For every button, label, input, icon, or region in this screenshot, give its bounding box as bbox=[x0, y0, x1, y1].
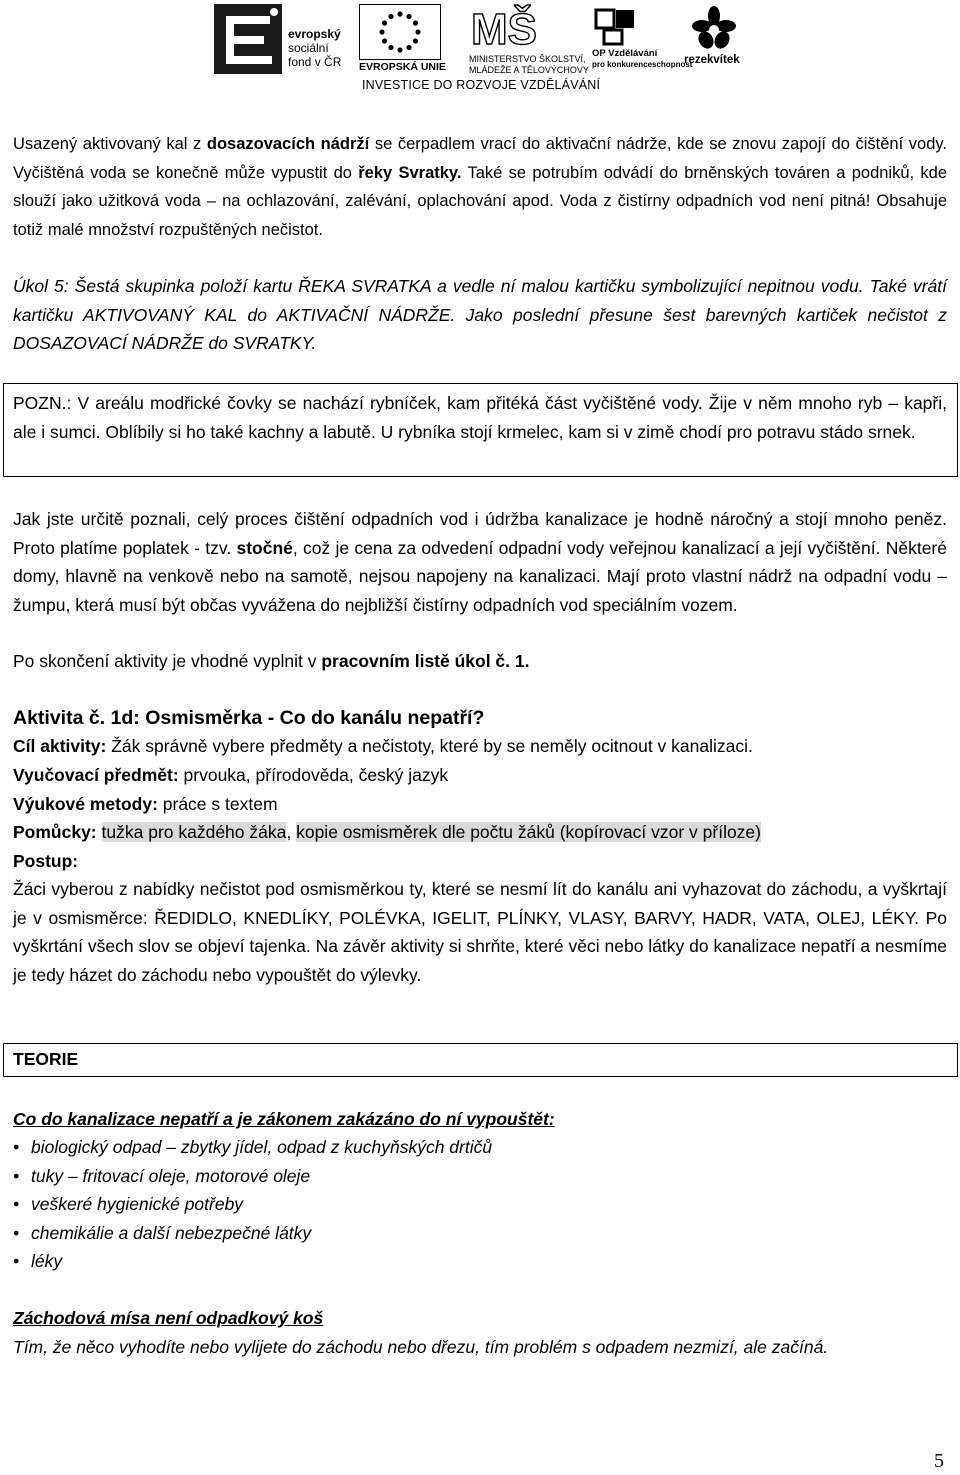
note-text: POZN.: V areálu modřické čovky se nachází rybníček, kam přitéká část vyčištěné vody. Žije v něm mnoho ryb – kapři, ale i sumci. Oblíbily si ho také kachny a labutě. U rybníka stojí krmelec, kam si v zimě chodí pro potravu stádo srnek. bbox=[13, 393, 947, 442]
task-5: Úkol 5: Šestá skupinka položí kartu ŘEKA SVRATKA a vedle ní malou kartičku symbolizující nepitnou vodu. Také vrátí kartičku AKTIVOVANÝ KAL do AKTIVAČNÍ NÁDRŽE. Jako poslední přesune šest barevných kartiček nečistot z DOSAZOVACÍ NÁDRŽE do SVRATKY. bbox=[13, 276, 947, 354]
paragraph-1 bbox=[13, 130, 947, 244]
eu-label: EVROPSKÁ UNIE bbox=[359, 61, 446, 73]
esf-logo bbox=[214, 4, 349, 74]
header-banner: INVESTICE DO ROZVOJE VZDĚLÁVÁNÍ bbox=[362, 78, 601, 92]
activity-goal bbox=[13, 732, 947, 761]
list-item: • tuky – fritovací oleje, motorové oleje bbox=[13, 1162, 947, 1191]
msmt-line-2: MLÁDEŽE A TĚLOVÝCHOVY bbox=[469, 65, 589, 75]
op-logo bbox=[592, 4, 693, 74]
msmt-line-1: MINISTERSTVO ŠKOLSTVÍ, bbox=[469, 54, 586, 64]
eu-flag-icon bbox=[359, 4, 441, 60]
activity-subject bbox=[13, 761, 947, 790]
procedure-label: Postup: bbox=[13, 851, 79, 871]
esf-line-1: evropský bbox=[288, 27, 341, 41]
list-item: • chemikálie a další nebezpečné látky bbox=[13, 1219, 947, 1248]
esf-line-2: sociální bbox=[288, 41, 329, 55]
text: Obsahuje totiž malé množství rozpuštěných nečistot. bbox=[13, 192, 947, 239]
highlighted-text: kopie osmisměrek dle počtu žáků (kopírovací vzor v příloze) bbox=[296, 822, 761, 842]
value: Žák správně vybere předměty a nečistoty, které by se neměly ocitnout v kanalizaci. bbox=[106, 736, 753, 756]
label: Cíl aktivity: bbox=[13, 736, 107, 756]
text: Usazený aktivovaný kal z bbox=[13, 135, 207, 153]
msmt-logo bbox=[469, 4, 589, 76]
text: Po skončení aktivity je vhodné vyplnit v bbox=[13, 651, 322, 671]
msmt-mark-icon bbox=[469, 4, 549, 52]
list-item: • biologický odpad – zbytky jídel, odpad z kuchyňských drtičů bbox=[13, 1133, 947, 1162]
label: Vyučovací předmět: bbox=[13, 765, 179, 785]
highlighted-text: tužka pro každého žáka bbox=[101, 822, 287, 842]
theory-heading: Co do kanalizace nepatří a je zákonem zakázáno do ní vypouštět: bbox=[13, 1109, 555, 1129]
text: se čerpadlem vrací do aktivační nádrže, kde se znovu zapojí do čištění vody. Vyčištěná voda se konečně může vypustit do bbox=[13, 135, 947, 182]
value: práce s textem bbox=[157, 794, 278, 814]
theory-heading-2: Záchodová mísa není odpadkový koš bbox=[13, 1308, 324, 1328]
bold-text: dosazovacích nádrží bbox=[206, 135, 370, 153]
svg-text:MŠ: MŠ bbox=[471, 5, 537, 52]
esf-line-3: fond v ČR bbox=[288, 55, 342, 69]
activity-title: Aktivita č. 1d: Osmisměrka - Co do kanálu nepatří? bbox=[13, 707, 485, 729]
paragraph-2 bbox=[13, 505, 947, 619]
op-line-2: pro konkurenceschopnost bbox=[592, 60, 693, 69]
rezekvitek-logo bbox=[684, 4, 754, 74]
flower-icon bbox=[684, 4, 744, 52]
text: Jak jste určitě poznali, celý proces čištění odpadních vod i údržba kanalizace je hodně náročný a stojí mnoho peněz. Proto platíme poplatek - tzv. bbox=[13, 509, 947, 558]
text: Také se potrubím odvádí do brněnských továren a podniků, kde slouží jako užitková voda – na ochlazování, zalévání, oplachování apod. Voda z čistírny odpadních vod není pitná! bbox=[13, 163, 947, 211]
bold-text: pracovním listě úkol č. 1. bbox=[321, 651, 530, 671]
value: prvouka, přírodověda, český jazyk bbox=[178, 765, 449, 785]
eu-logo bbox=[359, 4, 449, 74]
label: Pomůcky: bbox=[13, 822, 97, 842]
bold-text: řeky Svratky. bbox=[358, 163, 462, 182]
activity-aids bbox=[13, 818, 947, 847]
theory-list bbox=[13, 1133, 947, 1276]
text: , bbox=[286, 822, 297, 842]
rezekvitek-label: rezekvítek bbox=[684, 54, 740, 66]
list-item: • léky bbox=[13, 1247, 947, 1276]
theory-label: TEORIE bbox=[13, 1049, 79, 1069]
label: Výukové metody: bbox=[13, 794, 158, 814]
paragraph-3 bbox=[13, 647, 947, 676]
list-item: • veškeré hygienické potřeby bbox=[13, 1190, 947, 1219]
bold-text: stočné bbox=[236, 537, 293, 558]
procedure-text: Žáci vyberou z nabídky nečistot pod osmisměrkou ty, které se nesmí lít do kanálu ani vyhazovat do záchodu, a vyškrtají je v osmisměrce: ŘEDIDLO, KNEDLÍKY, POLÉVKA, IGELIT, PLÍNKY, VLASY, BARVY, HADR, VATA, OLEJ, LÉKY. Po vyškrtání všech slov se objeví tajenka. Na závěr aktivity si shrňte, které věci nebo látky do kanalizace nepatří a nesmíme je tedy házet do záchodu nebo vypouštět do výlevky. bbox=[13, 879, 947, 985]
theory-closing: Tím, že něco vyhodíte nebo vylijete do záchodu nebo dřezu, tím problém s odpadem nezmizí, ale začíná. bbox=[13, 1337, 829, 1357]
text: , což je cena za odvedení odpadní vody veřejnou kanalizací a její vyčištění. Některé domy, hlavně na venkově nebo na samotě, nejsou napojeny na kanalizaci. Mají proto vlastní nádrž na odpadní vodu – žumpu, která musí být občas vyvážena do nejbližší čistírny odpadních vod speciálním vozem. bbox=[13, 537, 947, 615]
page-number: 5 bbox=[934, 1450, 944, 1472]
op-mark-icon bbox=[592, 4, 642, 46]
op-line-1: OP Vzdělávání bbox=[592, 48, 658, 59]
activity-methods bbox=[13, 790, 947, 819]
